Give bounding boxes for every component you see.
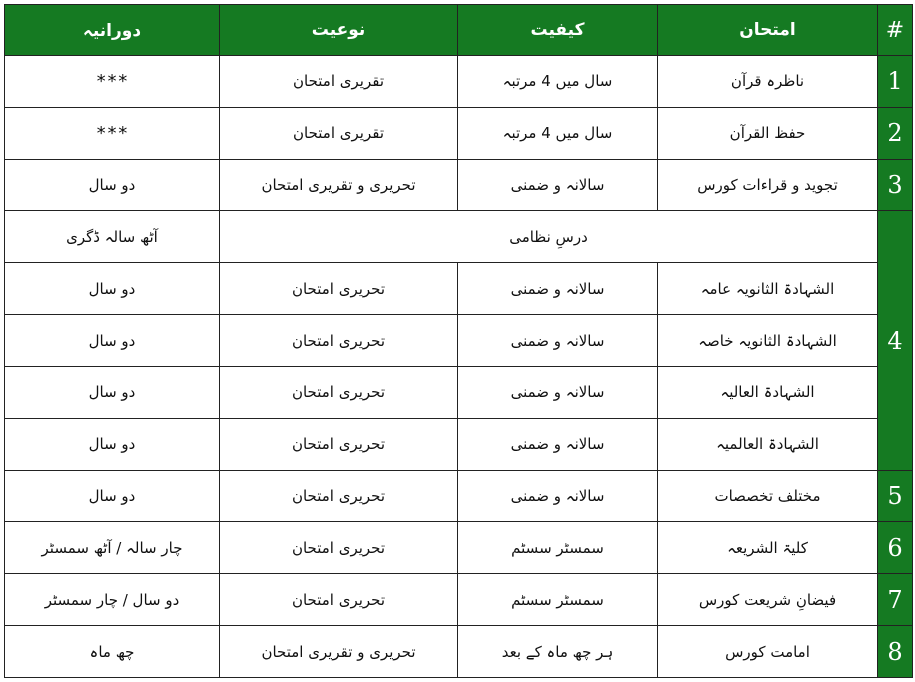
table-row	[5, 107, 913, 159]
condition-cell: سمسٹر سسٹم	[458, 574, 658, 626]
header-condition: کیفیت	[458, 5, 658, 56]
type-cell: تحریری امتحان	[220, 366, 458, 418]
duration-cell: دو سال	[5, 418, 220, 470]
duration-cell: دو سال	[5, 159, 220, 211]
duration-cell: ***	[5, 56, 220, 108]
exam-cell: تجوید و قراءات کورس	[658, 159, 878, 211]
condition-cell: سالانہ و ضمنی	[458, 366, 658, 418]
condition-cell: سالانہ و ضمنی	[458, 470, 658, 522]
duration-cell: ***	[5, 107, 220, 159]
duration-cell: چھ ماہ	[5, 626, 220, 678]
type-cell: تحریری امتحان	[220, 470, 458, 522]
row-number: 4	[878, 211, 913, 470]
exam-table	[4, 4, 913, 678]
duration-cell: چار سالہ / آٹھ سمسٹر	[5, 522, 220, 574]
exam-cell: کلیۃ الشریعہ	[658, 522, 878, 574]
table-row	[5, 574, 913, 626]
table-row	[5, 418, 913, 470]
type-cell: تقریری امتحان	[220, 107, 458, 159]
type-cell: تحریری و تقریری امتحان	[220, 159, 458, 211]
dars-title: درسِ نظامی	[220, 211, 878, 263]
type-cell: تقریری امتحان	[220, 56, 458, 108]
exam-cell: الشہادۃ العالمیہ	[658, 418, 878, 470]
table-row	[5, 56, 913, 108]
dars-duration-cell: آٹھ سالہ ڈگری	[5, 211, 220, 263]
header-type: نوعیت	[220, 5, 458, 56]
type-cell: تحریری امتحان	[220, 315, 458, 367]
row-number: 6	[878, 522, 913, 574]
exam-cell: الشہادۃ العالیہ	[658, 366, 878, 418]
condition-cell: سال میں 4 مرتبہ	[458, 56, 658, 108]
duration-cell: دو سال	[5, 470, 220, 522]
header-number: #	[878, 5, 913, 56]
type-cell: تحریری و تقریری امتحان	[220, 626, 458, 678]
table-row	[5, 626, 913, 678]
exam-cell: فیضانِ شریعت کورس	[658, 574, 878, 626]
row-number: 1	[878, 56, 913, 108]
row-number: 7	[878, 574, 913, 626]
type-cell: تحریری امتحان	[220, 263, 458, 315]
row-number: 2	[878, 107, 913, 159]
table-row	[5, 159, 913, 211]
table-row	[5, 315, 913, 367]
row-number: 3	[878, 159, 913, 211]
condition-cell: سالانہ و ضمنی	[458, 418, 658, 470]
exam-cell: حفظ القرآن	[658, 107, 878, 159]
type-cell: تحریری امتحان	[220, 418, 458, 470]
duration-cell: دو سال	[5, 366, 220, 418]
table-row	[5, 522, 913, 574]
exam-cell: امامت کورس	[658, 626, 878, 678]
condition-cell: سالانہ و ضمنی	[458, 315, 658, 367]
condition-cell: سالانہ و ضمنی	[458, 159, 658, 211]
duration-cell: دو سال	[5, 315, 220, 367]
header-duration: دورانیہ	[5, 5, 220, 56]
exam-cell: الشہادۃ الثانویہ عامہ	[658, 263, 878, 315]
type-cell: تحریری امتحان	[220, 574, 458, 626]
condition-cell: سال میں 4 مرتبہ	[458, 107, 658, 159]
table-row	[5, 366, 913, 418]
type-cell: تحریری امتحان	[220, 522, 458, 574]
exam-cell: ناظرہ قرآن	[658, 56, 878, 108]
duration-cell: دو سال	[5, 263, 220, 315]
exam-cell: مختلف تخصصات	[658, 470, 878, 522]
exam-cell: الشہادۃ الثانویہ خاصہ	[658, 315, 878, 367]
condition-cell: سمسٹر سسٹم	[458, 522, 658, 574]
row-number: 5	[878, 470, 913, 522]
table-row	[5, 470, 913, 522]
row-number: 8	[878, 626, 913, 678]
header-row	[5, 5, 913, 56]
condition-cell: سالانہ و ضمنی	[458, 263, 658, 315]
condition-cell: ہر چھ ماہ کے بعد	[458, 626, 658, 678]
duration-cell: دو سال / چار سمسٹر	[5, 574, 220, 626]
header-exam: امتحان	[658, 5, 878, 56]
dars-title-row	[5, 211, 913, 263]
table-row	[5, 263, 913, 315]
